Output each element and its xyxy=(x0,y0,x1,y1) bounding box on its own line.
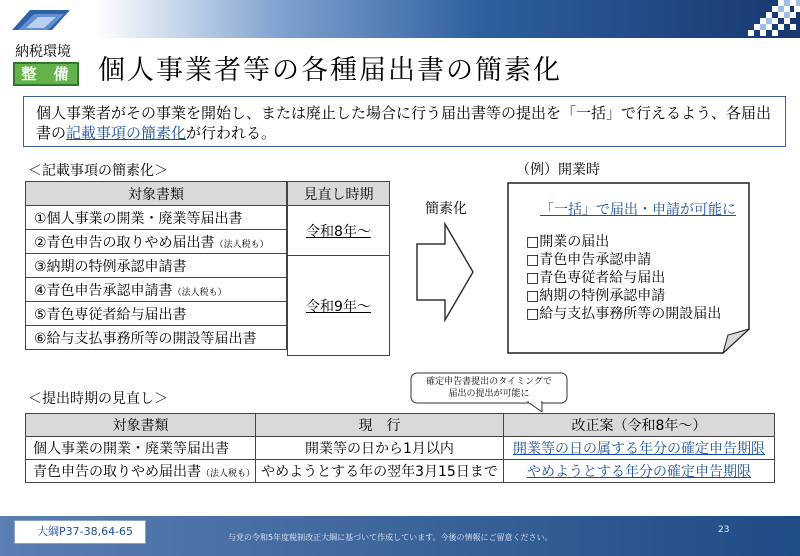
page-title: 個人事業者等の各種届出書の簡素化 xyxy=(98,55,562,86)
timing-table xyxy=(25,413,775,483)
list-item: □納期の特例承認申請 xyxy=(526,288,666,304)
doc-note: （法人税も） xyxy=(172,287,227,298)
timing-doc: 個人事業の開業・廃業等届出書 xyxy=(33,441,229,457)
list-item: □給与支払事務所等の開設届出 xyxy=(526,306,722,322)
timing-header-docs: 対象書類 xyxy=(26,414,256,437)
category-label: 納税環境 xyxy=(15,44,71,60)
logo-icon xyxy=(8,4,72,34)
example-headline: 「一括」で届出・申請が可能に xyxy=(540,202,736,218)
doc-name: ⑥給与支払事務所等の開設等届出書 xyxy=(34,330,257,347)
doc-note: （法人税も） xyxy=(201,469,256,479)
arrow-label: 簡素化 xyxy=(425,201,467,217)
callout-line: 届出の提出が可能に xyxy=(448,389,530,399)
summary-text-before: 個人事業者がその事業を開始し、または廃止した場合に行う届出書等の提出を「一括」で行えるよう、各届出書の xyxy=(36,104,772,142)
docs-table xyxy=(25,181,287,350)
checker-pattern-icon xyxy=(720,0,800,38)
reference-box: 大綱P37-38,64-65 xyxy=(14,520,146,544)
timing-header-current: 現 行 xyxy=(256,414,504,437)
table-row xyxy=(26,437,775,460)
docs-header: 対象書類 xyxy=(26,182,287,206)
list-item: □青色専従者給与届出 xyxy=(526,270,666,286)
doc-name: ③納期の特例承認申請書 xyxy=(34,258,187,275)
timing-header-proposal: 改正案（令和8年～） xyxy=(503,414,774,437)
top-banner xyxy=(0,0,800,38)
period-cell xyxy=(288,256,390,356)
list-item: □開業の届出 xyxy=(526,234,610,250)
summary-link[interactable]: 記載事項の簡素化 xyxy=(66,124,187,142)
period-table xyxy=(287,181,390,356)
doc-name: ⑤青色専従者給与届出書 xyxy=(34,306,187,323)
period-cell xyxy=(288,206,390,256)
page-number: 23 xyxy=(718,525,730,535)
table-row xyxy=(26,254,287,278)
table-row xyxy=(26,326,287,350)
doc-name: ①個人事業の開業・廃業等届出書 xyxy=(34,210,243,227)
doc-name: ②青色申告の取りやめ届出書 xyxy=(34,234,215,251)
example-label: （例）開業時 xyxy=(516,162,600,178)
summary-box xyxy=(23,96,786,147)
table-row xyxy=(26,206,287,230)
summary-text-after: が行われる。 xyxy=(186,124,277,142)
doc-name: ④青色申告承認申請書 xyxy=(34,282,173,299)
table-row xyxy=(26,302,287,326)
timing-proposal: やめようとする年分の確定申告期限 xyxy=(503,460,774,483)
table-row xyxy=(26,278,287,302)
section2-label: ＜提出時期の見直し＞ xyxy=(28,391,168,407)
doc-note: （法人税も） xyxy=(214,239,269,250)
right-arrow-icon xyxy=(415,222,475,322)
footer-note: 与党の令和5年度税制改正大綱に基づいて作成しています。今後の情報にご留意ください。 xyxy=(228,533,553,542)
section1-label: ＜記載事項の簡素化＞ xyxy=(28,163,168,179)
table-row xyxy=(26,460,775,483)
timing-doc: 青色申告の取りやめ届出書 xyxy=(33,464,201,480)
callout-line: 確定申告書提出のタイミングで xyxy=(426,377,552,387)
callout-text xyxy=(410,376,568,400)
example-list xyxy=(526,233,721,323)
category-badge: 整 備 xyxy=(13,62,79,86)
timing-current: やめようとする年の翌年3月15日まで xyxy=(256,460,504,483)
period-b: 令和9年～ xyxy=(306,298,371,315)
timing-current: 開業等の日から1月以内 xyxy=(256,437,504,460)
timing-proposal: 開業等の日の属する年分の確定申告期限 xyxy=(503,437,774,460)
list-item: □青色申告承認申請 xyxy=(526,252,652,268)
period-header: 見直し時期 xyxy=(288,182,390,206)
period-a: 令和8年～ xyxy=(306,223,371,240)
table-row xyxy=(26,230,287,254)
